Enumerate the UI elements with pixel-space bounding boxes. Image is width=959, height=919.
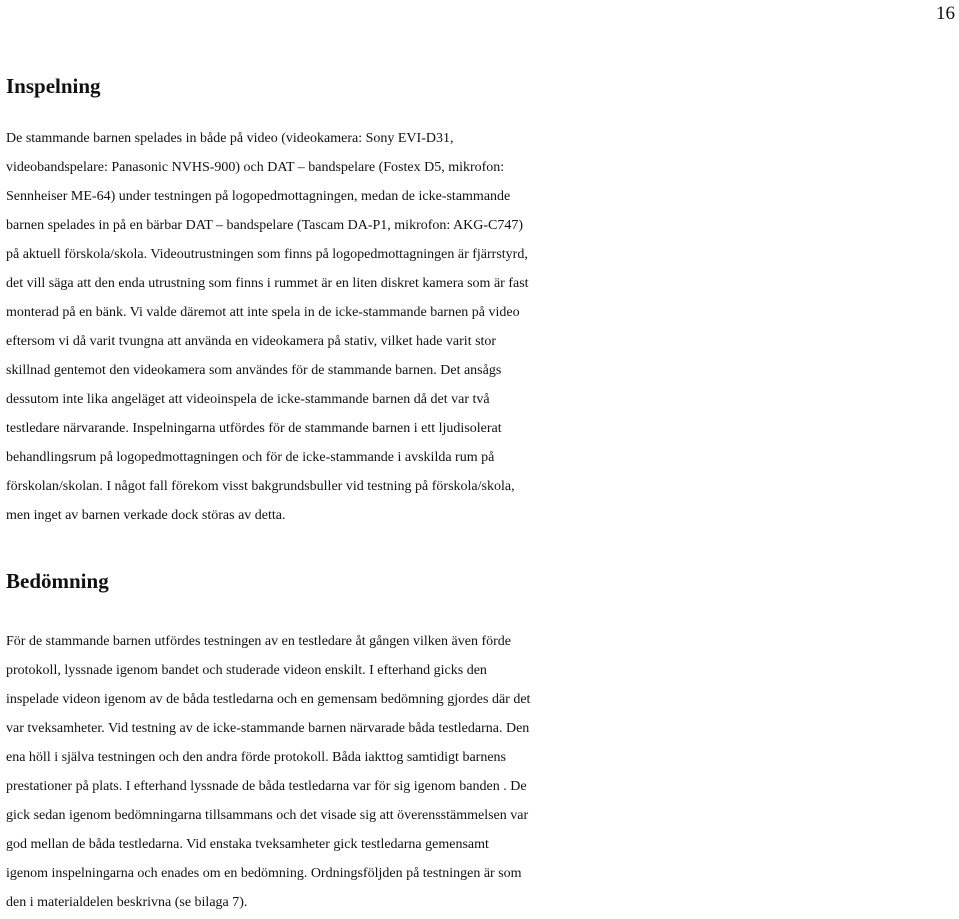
text-line: var tveksamheter. Vid testning av de icke-stammande barnen närvarade båda testledarna. Den xyxy=(6,721,530,736)
text-line: prestationer på plats. I efterhand lyssnade de båda testledarna var för sig igenom banden . De xyxy=(6,779,527,794)
text-line: testledare närvarande. Inspelningarna utfördes för de stammande barnen i ett ljudisolerat xyxy=(6,421,502,436)
text-line: Sennheiser ME-64) under testningen på logopedmottagningen, medan de icke-stammande xyxy=(6,189,511,204)
text-line: men inget av barnen verkade dock störas av detta. xyxy=(6,508,286,523)
text-line: inspelade videon igenom av de båda testledarna och en gemensam bedömning gjordes där det xyxy=(6,692,531,707)
text-line: eftersom vi då varit tvungna att använda en videokamera på stativ, vilket hade varit stor xyxy=(6,334,497,349)
paragraph-bedomning xyxy=(6,627,958,917)
text-line: protokoll, lyssnade igenom bandet och studerade videon enskilt. I efterhand gicks den xyxy=(6,663,487,678)
text-line: på aktuell förskola/skola. Videoutrustningen som finns på logopedmottagningen är fjärrstyrd, xyxy=(6,247,528,262)
text-line: De stammande barnen spelades in både på video (videokamera: Sony EVI-D31, xyxy=(6,131,454,146)
text-line: den i materialdelen beskrivna (se bilaga 7). xyxy=(6,895,248,910)
text-line: barnen spelades in på en bärbar DAT – bandspelare (Tascam DA-P1, mikrofon: AKG-C747) xyxy=(6,218,524,233)
text-line: behandlingsrum på logopedmottagningen och för de icke-stammande i avskilda rum på xyxy=(6,450,495,465)
text-line: skillnad gentemot den videokamera som användes för de stammande barnen. Det ansågs xyxy=(6,363,502,378)
text-line: förskolan/skolan. I något fall förekom visst bakgrundsbuller vid testning på förskola/skola, xyxy=(6,479,515,494)
text-line: videobandspelare: Panasonic NVHS-900) och DAT – bandspelare (Fostex D5, mikrofon: xyxy=(6,160,505,175)
section-heading-bedomning: Bedömning xyxy=(6,569,109,593)
section-heading-inspelning: Inspelning xyxy=(6,74,101,98)
text-line: dessutom inte lika angeläget att videoinspela de icke-stammande barnen då det var två xyxy=(6,392,490,407)
paragraph-inspelning xyxy=(6,124,958,530)
text-line: det vill säga att den enda utrustning som finns i rummet är en liten diskret kamera som är fast xyxy=(6,276,529,291)
text-line: För de stammande barnen utfördes testningen av en testledare åt gången vilken även förde xyxy=(6,634,511,649)
text-line: igenom inspelningarna och enades om en bedömning. Ordningsföljden på testningen är som xyxy=(6,866,522,881)
text-line: ena höll i själva testningen och den andra förde protokoll. Båda iakttog samtidigt barnens xyxy=(6,750,506,765)
text-line: monterad på en bänk. Vi valde däremot att inte spela in de icke-stammande barnen på video xyxy=(6,305,520,320)
text-line: gick sedan igenom bedömningarna tillsammans och det visade sig att överensstämmelsen var xyxy=(6,808,529,823)
text-line: god mellan de båda testledarna. Vid enstaka tveksamheter gick testledarna gemensamt xyxy=(6,837,489,852)
page-number: 16 xyxy=(936,3,955,24)
